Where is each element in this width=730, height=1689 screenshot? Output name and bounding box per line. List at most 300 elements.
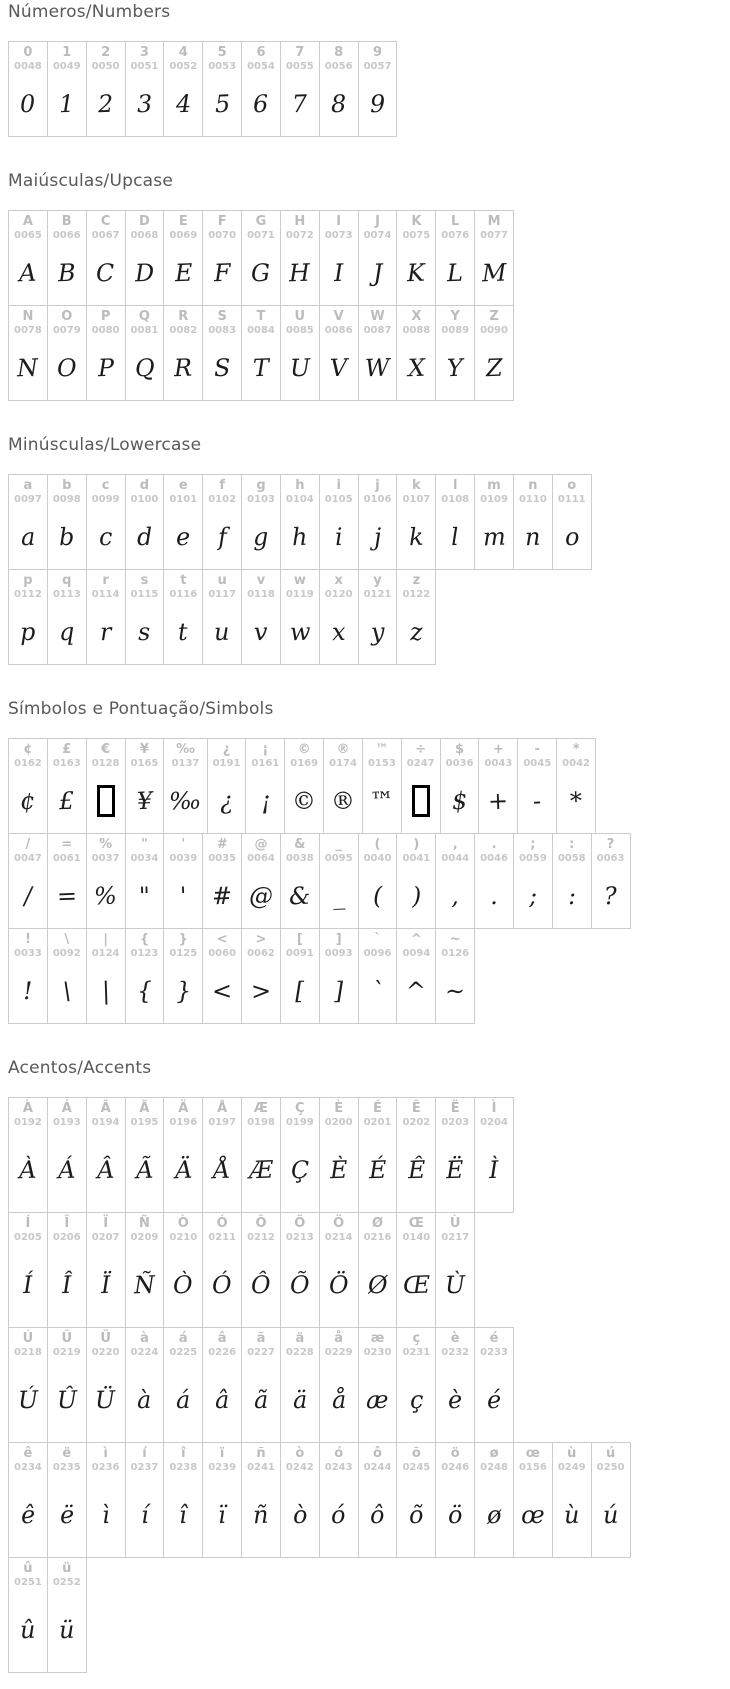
- glyph-char-label: e: [178, 478, 188, 493]
- glyph-box: [558, 865, 586, 928]
- glyph-sample: A: [18, 259, 38, 288]
- glyph-char-label: Â: [100, 1101, 111, 1116]
- glyph-cell: [86, 474, 126, 570]
- glyph-code: 0118: [247, 588, 275, 600]
- glyph-cell: [163, 738, 207, 834]
- glyph-sample: P: [97, 354, 115, 383]
- glyph-box: [480, 1129, 508, 1212]
- glyph-char-label: Î: [64, 1216, 70, 1231]
- glyph-sample: ¡: [260, 787, 271, 816]
- glyph-code: 0169: [290, 757, 319, 769]
- glyph-box: [402, 506, 430, 569]
- glyph-code: 0162: [14, 757, 42, 769]
- glyph-box: [208, 1129, 236, 1212]
- glyph-box: [53, 73, 81, 136]
- glyph-sample: {: [136, 977, 153, 1006]
- glyph-cell: [8, 1557, 48, 1673]
- glyph-code: 0075: [402, 229, 431, 241]
- glyph-row: [8, 1097, 730, 1213]
- glyph-code: 0036: [445, 757, 474, 769]
- glyph-row: [8, 41, 730, 137]
- glyph-char-label: Ô: [255, 1216, 267, 1231]
- glyph-sample: ?: [603, 882, 618, 911]
- glyph-cell: [86, 1212, 126, 1328]
- glyph-box: [247, 242, 275, 305]
- glyph-sample: G: [250, 259, 272, 288]
- glyph-sample: Ö: [328, 1271, 349, 1300]
- glyph-sample: 5: [214, 90, 231, 119]
- glyph-char-label: .: [491, 837, 497, 852]
- glyph-code: 0083: [208, 324, 237, 336]
- glyph-cell: [513, 474, 553, 570]
- glyph-cell: [319, 305, 359, 401]
- glyph-char-label: ¿: [222, 742, 231, 757]
- glyph-box: [290, 770, 318, 833]
- glyph-sample: o: [564, 523, 580, 552]
- glyph-cell: [474, 1327, 514, 1443]
- glyph-box: [325, 1244, 353, 1327]
- glyph-row: [8, 305, 730, 401]
- glyph-sample: w: [289, 618, 311, 647]
- glyph-sample: H: [288, 259, 311, 288]
- glyph-cell: [319, 1097, 359, 1213]
- glyph-code: 0219: [52, 1346, 81, 1358]
- glyph-cell: [47, 569, 87, 665]
- glyph-cell: [358, 1097, 398, 1213]
- glyph-cell: [86, 1327, 126, 1443]
- glyph-cell: [319, 1212, 359, 1328]
- glyph-cell: [319, 569, 359, 665]
- glyph-code: 0068: [130, 229, 159, 241]
- glyph-cell: [241, 928, 281, 1024]
- glyph-char-label: ê: [23, 1446, 33, 1461]
- glyph-char-label: Å: [217, 1101, 228, 1116]
- glyph-cell: [241, 569, 281, 665]
- glyph-sample: Ó: [211, 1271, 233, 1300]
- glyph-box: [480, 242, 508, 305]
- glyph-char-label: Ê: [411, 1101, 421, 1116]
- glyph-cell: [319, 1442, 359, 1558]
- glyph-code: 0191: [212, 757, 241, 769]
- glyph-code: 0061: [52, 852, 81, 864]
- glyph-code: 0048: [14, 60, 42, 72]
- glyph-char-label: ®: [336, 742, 350, 757]
- glyph-sample: C: [95, 259, 116, 288]
- glyph-sample: Ä: [174, 1156, 193, 1185]
- glyph-box: [14, 770, 42, 833]
- glyph-code: 0214: [324, 1231, 353, 1243]
- glyph-cell: [280, 1097, 320, 1213]
- glyph-char-label: ô: [373, 1446, 382, 1461]
- glyph-sample: c: [98, 523, 113, 552]
- glyph-cell: [280, 833, 320, 929]
- glyph-char-label: ~: [449, 932, 461, 947]
- glyph-box: [519, 506, 547, 569]
- glyph-code: 0108: [441, 493, 470, 505]
- glyph-char-label: W: [370, 309, 385, 324]
- glyph-row: [8, 474, 730, 570]
- glyph-code: 0117: [208, 588, 237, 600]
- glyph-sample: ©: [291, 787, 317, 816]
- glyph-box: [441, 865, 469, 928]
- glyph-code: 0100: [130, 493, 159, 505]
- glyph-sample: è: [447, 1386, 463, 1415]
- glyph-char-label: ‰: [176, 742, 195, 757]
- glyph-char-label: x: [334, 573, 343, 588]
- glyph-row: [8, 928, 730, 1024]
- glyph-cell: [280, 1442, 320, 1558]
- glyph-cell: [202, 474, 242, 570]
- glyph-cell: [202, 928, 242, 1024]
- glyph-rows: [8, 1097, 730, 1673]
- glyph-code: 0165: [130, 757, 159, 769]
- glyph-code: 0058: [557, 852, 586, 864]
- glyph-sample: 9: [369, 90, 386, 119]
- glyph-sample: ó: [330, 1501, 347, 1530]
- glyph-char-label: j: [375, 478, 380, 493]
- glyph-cell: [513, 833, 553, 929]
- glyph-char-label: £: [62, 742, 72, 757]
- glyph-rows: [8, 738, 730, 1024]
- glyph-box: [92, 601, 120, 664]
- glyph-code: 0115: [130, 588, 159, 600]
- glyph-code: 0125: [169, 947, 198, 959]
- glyph-box: [131, 337, 159, 400]
- glyph-code: 0110: [518, 493, 547, 505]
- glyph-row: [8, 1442, 730, 1558]
- glyph-char-label: N: [22, 309, 34, 324]
- glyph-code: 0212: [247, 1231, 275, 1243]
- glyph-row: [8, 210, 730, 306]
- glyph-sample: %: [93, 882, 118, 911]
- glyph-box: [169, 865, 197, 928]
- glyph-code: 0244: [363, 1461, 392, 1473]
- glyph-cell: [552, 1442, 592, 1558]
- glyph-sample: É: [368, 1156, 387, 1185]
- glyph-box: [364, 865, 392, 928]
- glyph-sample: Z: [485, 354, 503, 383]
- glyph-code: 0101: [169, 493, 198, 505]
- glyph-code: 0034: [130, 852, 159, 864]
- glyph-sample: X: [407, 354, 426, 383]
- glyph-char-label: u: [217, 573, 227, 588]
- glyph-char-label: 3: [139, 45, 149, 60]
- glyph-cell: [474, 833, 514, 929]
- glyph-box: [53, 960, 81, 1023]
- glyph-sample: Y: [446, 354, 464, 383]
- glyph-box: [247, 73, 275, 136]
- glyph-sample: *: [569, 787, 583, 816]
- glyph-code: 0073: [324, 229, 353, 241]
- glyph-cell: [358, 1442, 398, 1558]
- glyph-cell: [202, 1442, 242, 1558]
- glyph-box: [208, 73, 236, 136]
- glyph-sample: T: [252, 354, 270, 383]
- glyph-char-label: s: [140, 573, 149, 588]
- glyph-cell: [163, 210, 203, 306]
- glyph-sample: W: [364, 354, 391, 383]
- glyph-code: 0226: [208, 1346, 237, 1358]
- glyph-char-label: Y: [450, 309, 460, 324]
- glyph-cell: [8, 833, 48, 929]
- glyph-cell: [8, 928, 48, 1024]
- glyph-char-label: c: [101, 478, 110, 493]
- glyph-sample: _: [332, 882, 346, 911]
- glyph-char-label: ö: [450, 1446, 460, 1461]
- glyph-sample: d: [136, 523, 153, 552]
- glyph-char-label: õ: [411, 1446, 421, 1461]
- font-section: [8, 1058, 730, 1673]
- glyph-sample: x: [331, 618, 346, 647]
- glyph-cell: [435, 474, 475, 570]
- glyph-code: 0233: [480, 1346, 508, 1358]
- glyph-char-label: !: [24, 932, 31, 947]
- glyph-code: 0106: [363, 493, 392, 505]
- glyph-cell: [591, 833, 631, 929]
- glyph-cell: [8, 210, 48, 306]
- glyph-sample: Î: [61, 1271, 72, 1300]
- glyph-box: [169, 242, 197, 305]
- glyph-char-label: A: [22, 214, 33, 229]
- glyph-char-label: Ä: [178, 1101, 189, 1116]
- glyph-sample: Ì: [488, 1156, 500, 1185]
- glyph-cell: [241, 1212, 281, 1328]
- glyph-char-label: #: [216, 837, 228, 852]
- glyph-code: 0234: [14, 1461, 42, 1473]
- glyph-char-label: ': [181, 837, 186, 852]
- glyph-sample: û: [19, 1616, 37, 1645]
- glyph-cell: [396, 833, 436, 929]
- glyph-char-label: ú: [605, 1446, 616, 1461]
- glyph-row: [8, 738, 730, 834]
- glyph-cell: [125, 41, 165, 137]
- glyph-code: 0122: [402, 588, 431, 600]
- glyph-code: 0209: [130, 1231, 159, 1243]
- glyph-code: 0093: [324, 947, 353, 959]
- glyph-box: [286, 865, 314, 928]
- glyph-code: 0235: [52, 1461, 81, 1473]
- glyph-code: 0232: [441, 1346, 470, 1358]
- glyph-cell: [280, 1212, 320, 1328]
- section-title: Acentos/Accents: [8, 1058, 152, 1078]
- glyph-sample: q: [58, 618, 75, 647]
- glyph-cell: [202, 210, 242, 306]
- glyph-char-label: T: [256, 309, 266, 324]
- glyph-cell: [125, 1097, 165, 1213]
- glyph-code: 0140: [402, 1231, 431, 1243]
- glyph-code: 0067: [91, 229, 120, 241]
- glyph-cell: [245, 738, 285, 834]
- glyph-box: [558, 1474, 586, 1557]
- glyph-code: 0225: [169, 1346, 198, 1358]
- section-title: Símbolos e Pontuação/Simbols: [8, 699, 274, 719]
- glyph-sample: >: [250, 977, 272, 1006]
- glyph-code: 0124: [91, 947, 120, 959]
- glyph-code: 0046: [480, 852, 508, 864]
- glyph-sample: Ë: [445, 1156, 465, 1185]
- glyph-box: [208, 960, 236, 1023]
- glyph-cell: [47, 1557, 87, 1673]
- glyph-sample: í: [140, 1501, 149, 1530]
- glyph-sample: =: [56, 882, 78, 911]
- glyph-sample: ö: [447, 1501, 463, 1530]
- glyph-char-label: æ: [370, 1331, 385, 1346]
- glyph-cell: [474, 474, 514, 570]
- glyph-code: 0196: [169, 1116, 198, 1128]
- glyph-code: 0249: [557, 1461, 586, 1473]
- glyph-box: [364, 337, 392, 400]
- glyph-char-label: |: [103, 932, 108, 947]
- glyph-char-label: Ã: [139, 1101, 150, 1116]
- glyph-sample: ¿: [219, 787, 234, 816]
- glyph-char-label: :: [569, 837, 575, 852]
- glyph-cell: [241, 305, 281, 401]
- glyph-cell: [552, 474, 592, 570]
- glyph-row: [8, 833, 730, 929]
- glyph-sample: å: [331, 1386, 347, 1415]
- glyph-sample: ò: [292, 1501, 308, 1530]
- glyph-code: 0236: [91, 1461, 120, 1473]
- glyph-sample: e: [175, 523, 191, 552]
- glyph-cell: [319, 474, 359, 570]
- glyph-box: [407, 770, 435, 833]
- glyph-code: 0241: [247, 1461, 275, 1473]
- glyph-box: [484, 770, 512, 833]
- glyph-cell: [396, 1212, 436, 1328]
- glyph-sample: F: [213, 259, 231, 288]
- glyph-char-label: û: [23, 1561, 33, 1576]
- glyph-code: 0050: [91, 60, 120, 72]
- glyph-code: 0248: [480, 1461, 508, 1473]
- glyph-sample: ô: [369, 1501, 386, 1530]
- glyph-sample: ë: [59, 1501, 75, 1530]
- glyph-box: [247, 601, 275, 664]
- glyph-cell: [8, 1327, 48, 1443]
- glyph-code: 0217: [441, 1231, 470, 1243]
- glyph-char-label: b: [62, 478, 72, 493]
- glyph-box: [325, 960, 353, 1023]
- glyph-cell: [435, 928, 475, 1024]
- glyph-sample: Å: [212, 1156, 232, 1185]
- glyph-sample: ú: [602, 1501, 619, 1530]
- glyph-cell: [125, 305, 165, 401]
- glyph-box: [286, 960, 314, 1023]
- glyph-char-label: è: [450, 1331, 460, 1346]
- glyph-code: 0109: [480, 493, 508, 505]
- glyph-char-label: 4: [178, 45, 188, 60]
- glyph-sample: E: [174, 259, 193, 288]
- glyph-code: 0247: [406, 757, 435, 769]
- glyph-code: 0102: [208, 493, 237, 505]
- glyph-sample: ;: [528, 882, 538, 911]
- glyph-code: 0084: [247, 324, 275, 336]
- glyph-code: 0078: [14, 324, 42, 336]
- glyph-char-label: á: [178, 1331, 188, 1346]
- glyph-sample: f: [217, 523, 228, 552]
- glyph-sample: `: [371, 977, 385, 1006]
- glyph-cell: [284, 738, 324, 834]
- glyph-code: 0099: [91, 493, 120, 505]
- glyph-sample: L: [446, 259, 464, 288]
- glyph-box: [441, 1244, 469, 1327]
- glyph-char-label: ÷: [415, 742, 427, 757]
- glyph-sample: S: [213, 354, 231, 383]
- glyph-char-label: `: [374, 932, 381, 947]
- glyph-sample: 3: [136, 90, 153, 119]
- glyph-sample: -: [532, 787, 542, 816]
- glyph-box: [597, 865, 625, 928]
- glyph-cell: [86, 833, 126, 929]
- glyph-cell: [396, 928, 436, 1024]
- glyph-cell: [474, 210, 514, 306]
- glyph-char-label: ã: [256, 1331, 266, 1346]
- glyph-cell: [47, 738, 87, 834]
- glyph-code: 0094: [402, 947, 431, 959]
- missing-glyph-box: [412, 785, 430, 817]
- glyph-sample: @: [248, 882, 274, 911]
- glyph-char-label: V: [333, 309, 344, 324]
- glyph-cell: [358, 474, 398, 570]
- glyph-char-label: C: [100, 214, 111, 229]
- glyph-sample: Â: [96, 1156, 115, 1185]
- glyph-sample: ,: [450, 882, 460, 911]
- glyph-code: 0120: [324, 588, 353, 600]
- glyph-char-label: q: [62, 573, 72, 588]
- glyph-sample: .: [489, 882, 499, 911]
- glyph-sample: t: [177, 618, 189, 647]
- font-section: [8, 171, 730, 401]
- glyph-char-label: Õ: [294, 1216, 306, 1231]
- glyph-code: 0119: [285, 588, 314, 600]
- glyph-cell: [591, 1442, 631, 1558]
- glyph-char-label: p: [23, 573, 33, 588]
- glyph-box: [368, 770, 396, 833]
- glyph-char-label: *: [572, 742, 580, 757]
- glyph-cell: [86, 41, 126, 137]
- glyph-sample: ": [138, 882, 151, 911]
- glyph-char-label: Í: [25, 1216, 31, 1231]
- glyph-cell: [125, 569, 165, 665]
- glyph-code: 0239: [208, 1461, 237, 1473]
- glyph-box: [325, 1129, 353, 1212]
- glyph-cell: [202, 305, 242, 401]
- glyph-code: 0035: [208, 852, 237, 864]
- glyph-sample: ]: [333, 977, 344, 1006]
- glyph-box: [131, 601, 159, 664]
- glyph-cell: [163, 1442, 203, 1558]
- glyph-box: [402, 960, 430, 1023]
- section-title: Minúsculas/Lowercase: [8, 435, 202, 455]
- glyph-cell: [280, 569, 320, 665]
- glyph-box: [364, 73, 392, 136]
- glyph-code: 0163: [52, 757, 81, 769]
- glyph-sample: 1: [58, 90, 75, 119]
- glyph-box: [14, 242, 42, 305]
- glyph-code: 0121: [363, 588, 392, 600]
- glyph-box: [480, 865, 508, 928]
- glyph-sample: n: [524, 523, 542, 552]
- glyph-cell: [202, 1212, 242, 1328]
- glyph-box: [169, 1244, 197, 1327]
- glyph-code: 0055: [285, 60, 314, 72]
- glyph-char-label: }: [178, 932, 188, 947]
- glyph-char-label: o: [567, 478, 577, 493]
- glyph-char-label: ©: [297, 742, 311, 757]
- glyph-char-label: ë: [62, 1446, 72, 1461]
- glyph-cell: [86, 738, 126, 834]
- glyph-box: [92, 960, 120, 1023]
- glyph-char-label: ¡: [262, 742, 269, 757]
